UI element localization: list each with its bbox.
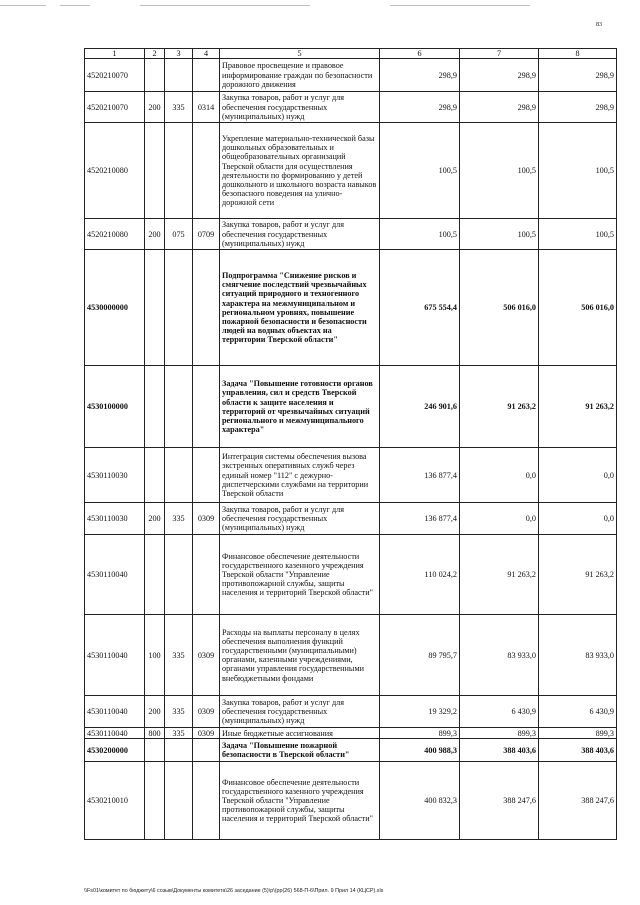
expense-type-cell: 800 xyxy=(145,728,165,739)
department-code-cell: 075 xyxy=(165,219,193,250)
description-cell: Закупка товаров, работ и услуг для обеспечения государственных (муниципальных) нужд xyxy=(220,92,380,123)
department-code-cell xyxy=(165,250,193,366)
amount-col7-cell: 100,5 xyxy=(460,123,539,219)
description-cell: Задача "Повышение пожарной безопасности в Тверской области" xyxy=(220,739,380,762)
section-code-cell xyxy=(193,59,220,92)
amount-col6-cell: 110 024,2 xyxy=(380,535,460,615)
budget-code-cell: 4530110040 xyxy=(85,535,145,615)
expense-type-cell xyxy=(145,366,165,448)
amount-col6-cell: 298,9 xyxy=(380,92,460,123)
amount-col6-cell: 400 832,3 xyxy=(380,762,460,840)
amount-col7-cell: 91 263,2 xyxy=(460,535,539,615)
table-row xyxy=(85,250,617,366)
description-cell: Задача "Повышение готовности органов управления, сил и средств Тверской области к защите населения и территорий от чрезвычайных ситуаций регионального и межмуниципального характера" xyxy=(220,366,380,448)
column-header: 7 xyxy=(460,49,539,59)
amount-col7-cell: 506 016,0 xyxy=(460,250,539,366)
table-row xyxy=(85,728,617,739)
department-code-cell: 335 xyxy=(165,728,193,739)
expense-type-cell xyxy=(145,535,165,615)
amount-col8-cell: 100,5 xyxy=(539,123,617,219)
amount-col8-cell: 0,0 xyxy=(539,448,617,503)
amount-col6-cell: 298,9 xyxy=(380,59,460,92)
expense-type-cell xyxy=(145,250,165,366)
expense-type-cell: 200 xyxy=(145,219,165,250)
column-header: 2 xyxy=(145,49,165,59)
section-code-cell xyxy=(193,535,220,615)
department-code-cell xyxy=(165,59,193,92)
table-row xyxy=(85,219,617,250)
budget-code-cell: 4530110030 xyxy=(85,503,145,535)
amount-col8-cell: 298,9 xyxy=(539,92,617,123)
budget-code-cell: 4530210010 xyxy=(85,762,145,840)
amount-col7-cell: 388 247,6 xyxy=(460,762,539,840)
budget-code-cell: 4530110040 xyxy=(85,615,145,696)
description-cell: Подпрограмма "Снижение рисков и смягчение последствий чрезвычайных ситуаций природного и техногенного характера на межмуниципальном и региональном уровнях, повышение пожарной безопасности и безопасности людей на водных объектах на территории Тверской области" xyxy=(220,250,380,366)
expense-type-cell xyxy=(145,739,165,762)
table-row xyxy=(85,762,617,840)
amount-col8-cell: 388 247,6 xyxy=(539,762,617,840)
amount-col8-cell: 91 263,2 xyxy=(539,535,617,615)
section-code-cell xyxy=(193,250,220,366)
page-number: 83 xyxy=(596,22,602,28)
description-cell: Финансовое обеспечение деятельности государственного казенного учреждения Тверской области "Управление противопожарной службы, защиты населения и территорий Тверской области" xyxy=(220,535,380,615)
amount-col8-cell: 506 016,0 xyxy=(539,250,617,366)
amount-col8-cell: 91 263,2 xyxy=(539,366,617,448)
expense-type-cell xyxy=(145,448,165,503)
department-code-cell xyxy=(165,535,193,615)
expense-type-cell xyxy=(145,123,165,219)
section-code-cell xyxy=(193,739,220,762)
section-code-cell: 0309 xyxy=(193,728,220,739)
amount-col6-cell: 899,3 xyxy=(380,728,460,739)
description-cell: Расходы на выплаты персоналу в целях обеспечения выполнения функций государственными (муниципальными) органами, казенными учреждениями, органами управления государственными внебюджетными фондами xyxy=(220,615,380,696)
amount-col7-cell: 899,3 xyxy=(460,728,539,739)
amount-col8-cell: 899,3 xyxy=(539,728,617,739)
expense-type-cell: 100 xyxy=(145,615,165,696)
description-cell: Закупка товаров, работ и услуг для обеспечения государственных (муниципальных) нужд xyxy=(220,219,380,250)
section-code-cell: 0309 xyxy=(193,503,220,535)
amount-col7-cell: 6 430,9 xyxy=(460,696,539,728)
department-code-cell: 335 xyxy=(165,92,193,123)
budget-code-cell: 4530000000 xyxy=(85,250,145,366)
section-code-cell xyxy=(193,762,220,840)
department-code-cell: 335 xyxy=(165,503,193,535)
department-code-cell xyxy=(165,123,193,219)
table-row xyxy=(85,366,617,448)
table-row xyxy=(85,92,617,123)
department-code-cell xyxy=(165,762,193,840)
amount-col7-cell: 298,9 xyxy=(460,59,539,92)
amount-col7-cell: 91 263,2 xyxy=(460,366,539,448)
column-header: 4 xyxy=(193,49,220,59)
expense-type-cell xyxy=(145,762,165,840)
description-cell: Закупка товаров, работ и услуг для обеспечения государственных (муниципальных) нужд xyxy=(220,503,380,535)
table-row xyxy=(85,448,617,503)
table-row xyxy=(85,535,617,615)
amount-col8-cell: 298,9 xyxy=(539,59,617,92)
scan-artifact-line xyxy=(0,5,46,6)
expense-type-cell: 200 xyxy=(145,92,165,123)
department-code-cell: 335 xyxy=(165,615,193,696)
department-code-cell: 335 xyxy=(165,696,193,728)
description-cell: Укрепление материально-технической базы дошкольных образовательных и общеобразовательных организаций Тверской области для осуществления деятельности по формированию у детей дошкольного и школьного возраста навыков безопасного поведения на улично-дорожной сети xyxy=(220,123,380,219)
section-code-cell: 0309 xyxy=(193,615,220,696)
section-code-cell xyxy=(193,366,220,448)
column-number-row xyxy=(85,49,617,59)
scan-artifact-line xyxy=(390,5,530,6)
amount-col6-cell: 136 877,4 xyxy=(380,448,460,503)
budget-code-cell: 4530110040 xyxy=(85,696,145,728)
budget-code-cell: 4520210080 xyxy=(85,219,145,250)
table-row xyxy=(85,696,617,728)
section-code-cell: 0309 xyxy=(193,696,220,728)
expense-type-cell: 200 xyxy=(145,696,165,728)
scan-artifact-line xyxy=(140,5,310,6)
description-cell: Финансовое обеспечение деятельности государственного казенного учреждения Тверской области "Управление противопожарной службы, защиты населения и территорий Тверской области" xyxy=(220,762,380,840)
budget-code-cell: 4520210070 xyxy=(85,92,145,123)
budget-code-cell: 4530110030 xyxy=(85,448,145,503)
amount-col6-cell: 136 877,4 xyxy=(380,503,460,535)
budget-table xyxy=(84,48,617,840)
budget-code-cell: 4520210080 xyxy=(85,123,145,219)
column-header: 1 xyxy=(85,49,145,59)
description-cell: Закупка товаров, работ и услуг для обеспечения государственных (муниципальных) нужд xyxy=(220,696,380,728)
amount-col8-cell: 6 430,9 xyxy=(539,696,617,728)
amount-col7-cell: 83 933,0 xyxy=(460,615,539,696)
department-code-cell xyxy=(165,366,193,448)
table-row xyxy=(85,739,617,762)
amount-col8-cell: 388 403,6 xyxy=(539,739,617,762)
column-header: 3 xyxy=(165,49,193,59)
file-path-footer: \\Fs01\комитет по бюджету\6 созыв\Документы комитета\26 заседание (5)\р\(рр(26) 568-П-6\Прил. 9 Прил 14 (КЦСР).xls xyxy=(84,888,384,894)
budget-code-cell: 4530100000 xyxy=(85,366,145,448)
amount-col7-cell: 0,0 xyxy=(460,503,539,535)
column-header: 6 xyxy=(380,49,460,59)
expense-type-cell xyxy=(145,59,165,92)
department-code-cell xyxy=(165,739,193,762)
table-body xyxy=(85,49,617,840)
budget-code-cell: 4520210070 xyxy=(85,59,145,92)
amount-col6-cell: 100,5 xyxy=(380,123,460,219)
amount-col7-cell: 0,0 xyxy=(460,448,539,503)
table-row xyxy=(85,503,617,535)
amount-col6-cell: 19 329,2 xyxy=(380,696,460,728)
column-header: 5 xyxy=(220,49,380,59)
description-cell: Правовое просвещение и правовое информирование граждан по безопасности дорожного движения xyxy=(220,59,380,92)
table-row xyxy=(85,59,617,92)
section-code-cell xyxy=(193,123,220,219)
amount-col6-cell: 675 554,4 xyxy=(380,250,460,366)
amount-col6-cell: 246 901,6 xyxy=(380,366,460,448)
amount-col7-cell: 298,9 xyxy=(460,92,539,123)
column-header: 8 xyxy=(539,49,617,59)
amount-col8-cell: 100,5 xyxy=(539,219,617,250)
scan-artifact-line xyxy=(60,5,90,6)
budget-code-cell: 4530200000 xyxy=(85,739,145,762)
section-code-cell: 0314 xyxy=(193,92,220,123)
amount-col7-cell: 100,5 xyxy=(460,219,539,250)
amount-col7-cell: 388 403,6 xyxy=(460,739,539,762)
table-row xyxy=(85,615,617,696)
table-row xyxy=(85,123,617,219)
section-code-cell xyxy=(193,448,220,503)
amount-col6-cell: 100,5 xyxy=(380,219,460,250)
department-code-cell xyxy=(165,448,193,503)
amount-col6-cell: 400 988,3 xyxy=(380,739,460,762)
description-cell: Интеграция системы обеспечения вызова экстренных оперативных служб через единый номер "112" с дежурно-диспетчерскими службами на территории Тверской области xyxy=(220,448,380,503)
budget-code-cell: 4530110040 xyxy=(85,728,145,739)
amount-col6-cell: 89 795,7 xyxy=(380,615,460,696)
amount-col8-cell: 0,0 xyxy=(539,503,617,535)
section-code-cell: 0709 xyxy=(193,219,220,250)
amount-col8-cell: 83 933,0 xyxy=(539,615,617,696)
expense-type-cell: 200 xyxy=(145,503,165,535)
description-cell: Иные бюджетные ассигнования xyxy=(220,728,380,739)
